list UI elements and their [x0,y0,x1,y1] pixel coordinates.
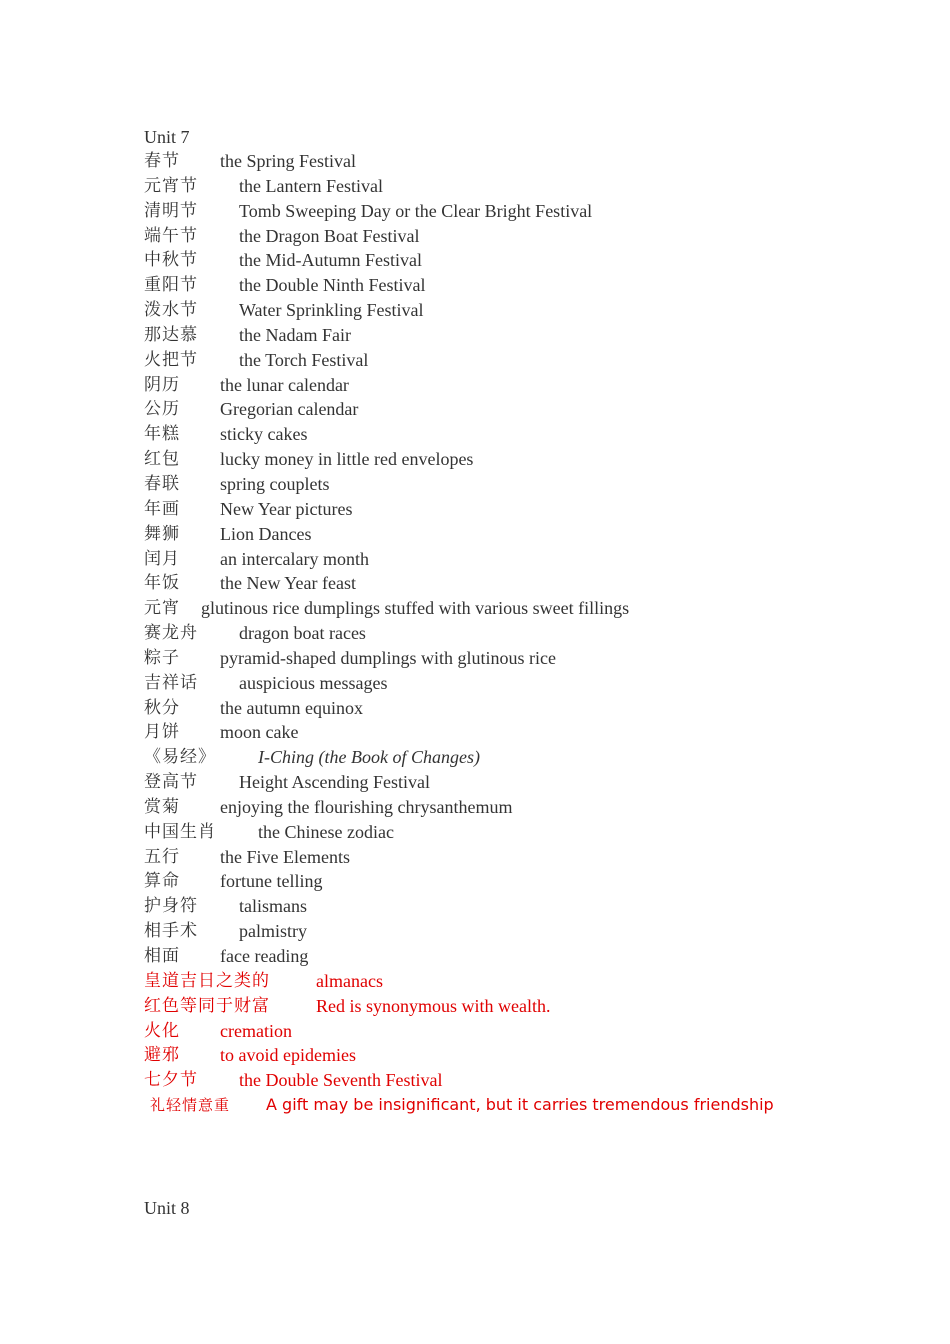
chinese-term: 护身符 [144,896,198,917]
vocabulary-list [144,149,864,1118]
english-term: New Year pictures [220,498,353,519]
chinese-term: 年饭 [144,573,180,594]
chinese-term: 火把节 [144,349,198,370]
vocab-row [144,273,864,298]
english-term: the autumn equinox [220,697,363,718]
english-term: the Double Ninth Festival [239,275,426,296]
english-term: Tomb Sweeping Day or the Clear Bright Festival [239,200,593,221]
vocab-row [144,447,864,472]
chinese-term: 年画 [144,498,180,519]
vocab-row [144,596,864,621]
chinese-term: 月饼 [144,722,180,743]
english-term: A gift may be insignificant, but it carries tremendous friendship [266,1095,774,1115]
vocab-row [144,397,864,422]
chinese-term: 赏菊 [144,796,180,817]
vocab-row [144,571,864,596]
chinese-term: 重阳节 [144,275,198,296]
chinese-term: 元宵 [144,598,180,619]
english-term: the Mid-Autumn Festival [239,250,422,271]
vocab-row [144,820,864,845]
english-term: Water Sprinkling Festival [239,300,424,321]
chinese-term: 《易经》 [144,747,216,768]
chinese-term: 泼水节 [144,300,198,321]
chinese-term: 算命 [144,871,180,892]
vocab-row [144,547,864,572]
english-term: auspicious messages [239,672,388,693]
chinese-term: 闰月 [144,548,180,569]
english-term: moon cake [220,722,299,743]
vocab-row [144,944,864,969]
english-term: lucky money in little red envelopes [220,449,474,470]
vocab-row [144,745,864,770]
chinese-term: 元宵节 [144,175,198,196]
chinese-term: 粽子 [144,647,180,668]
chinese-term: 秋分 [144,697,180,718]
chinese-term: 相手术 [144,921,198,942]
vocab-row [144,522,864,547]
chinese-term: 赛龙舟 [144,623,198,644]
chinese-term: 红包 [144,449,180,470]
vocab-row [144,373,864,398]
english-term: the Torch Festival [239,349,369,370]
chinese-term: 阴历 [144,374,180,395]
english-term: almanacs [316,970,383,991]
english-term: Red is synonymous with wealth. [316,995,551,1016]
english-term: the New Year feast [220,573,356,594]
vocab-row [144,845,864,870]
chinese-term: 中秋节 [144,250,198,271]
english-term: the Chinese zodiac [258,821,394,842]
vocab-row [144,671,864,696]
chinese-term: 清明节 [144,200,198,221]
vocab-row [144,720,864,745]
english-term: sticky cakes [220,424,308,445]
english-term: the Nadam Fair [239,324,351,345]
vocab-row [144,174,864,199]
vocab-row-highlighted [144,1093,864,1118]
vocab-row [144,348,864,373]
vocab-row [144,248,864,273]
chinese-term: 公历 [144,399,180,420]
english-term: Height Ascending Festival [239,772,430,793]
english-term: the Spring Festival [220,151,356,171]
english-term: the Five Elements [220,846,350,867]
chinese-term: 皇道吉日之类的 [144,970,270,991]
vocab-row [144,422,864,447]
chinese-term: 五行 [144,846,180,867]
english-term: dragon boat races [239,623,366,644]
english-term: glutinous rice dumplings stuffed with various sweet fillings [201,598,630,619]
vocab-row [144,149,864,174]
vocab-row [144,199,864,224]
vocab-row [144,497,864,522]
english-term: cremation [220,1020,292,1041]
vocab-row-highlighted [144,1068,864,1093]
unit-8-heading: Unit 8 [144,1198,190,1218]
chinese-term: 春节 [144,151,180,171]
english-term: Lion Dances [220,523,312,544]
vocab-row [144,894,864,919]
vocab-row-highlighted [144,1019,864,1044]
chinese-term: 年糕 [144,424,180,445]
vocab-row [144,869,864,894]
vocab-row [144,323,864,348]
english-term: the Dragon Boat Festival [239,225,420,246]
vocab-row [144,224,864,249]
english-term: talismans [239,896,307,917]
chinese-term: 七夕节 [144,1070,198,1091]
chinese-term: 相面 [144,946,180,966]
english-term: I-Ching (the Book of Changes) [258,747,480,768]
vocab-row [144,696,864,721]
english-term: the Double Seventh Festival [239,1070,443,1091]
english-term: spring couplets [220,473,330,494]
chinese-term: 那达慕 [144,324,198,345]
vocab-row [144,770,864,795]
chinese-term: 红色等同于财富 [144,995,270,1016]
english-term: to avoid epidemies [220,1045,356,1066]
chinese-term: 吉祥话 [144,672,198,693]
vocab-row [144,646,864,671]
english-term: the Lantern Festival [239,175,383,196]
english-term: palmistry [239,921,307,942]
vocab-row [144,621,864,646]
chinese-term: 舞狮 [144,523,180,544]
vocab-row-highlighted [144,969,864,994]
vocab-row [144,472,864,497]
vocab-row-highlighted [144,1043,864,1068]
vocab-row [144,298,864,323]
chinese-term: 春联 [144,473,180,494]
english-term: pyramid-shaped dumplings with glutinous rice [220,647,556,668]
english-term: an intercalary month [220,548,369,569]
unit-7-heading: Unit 7 [144,127,190,147]
chinese-term: 中国生肖 [144,821,216,842]
english-term: fortune telling [220,871,323,892]
english-term: Gregorian calendar [220,399,359,420]
english-term: enjoying the flourishing chrysanthemum [220,796,513,817]
chinese-term: 登高节 [144,772,198,793]
chinese-term: 礼轻情意重 [150,1096,231,1115]
chinese-term: 火化 [144,1020,180,1041]
chinese-term: 避邪 [144,1045,180,1066]
vocab-row [144,795,864,820]
vocab-row [144,919,864,944]
english-term: face reading [220,946,309,966]
english-term: the lunar calendar [220,374,349,395]
chinese-term: 端午节 [144,225,198,246]
vocab-row-highlighted [144,994,864,1019]
